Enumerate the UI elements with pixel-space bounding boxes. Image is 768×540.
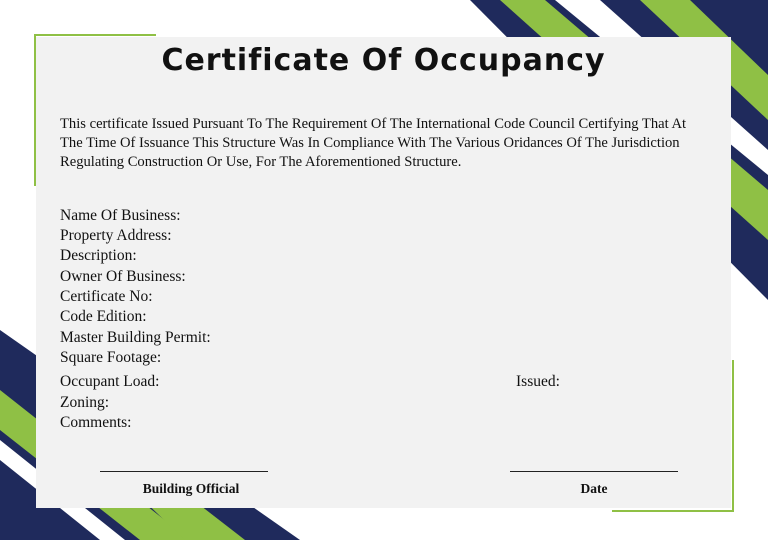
certificate-intro-text: This certificate Issued Pursuant To The Requirement Of The International Code Council Certifying That At The Time Of Issuance This Structure Was In Compliance With The Various Oridances Of The Jurisdiction Regulating Construction Or Use, For The Aforementioned Structure. [60, 116, 687, 170]
field-master-building-permit: Master Building Permit: [60, 329, 211, 346]
building-official-label: Building Official [142, 481, 240, 496]
date-label: Date [580, 481, 608, 496]
field-comments: Comments: [60, 414, 132, 431]
field-zoning: Zoning: [60, 394, 110, 411]
field-description: Description: [60, 247, 137, 264]
field-certificate-no: Certificate No: [60, 288, 153, 305]
field-occupant-load: Occupant Load: [60, 373, 160, 390]
field-name-of-business: Name Of Business: [60, 207, 181, 224]
field-code-edition: Code Edition: [60, 308, 147, 325]
certificate-title: Certificate Of Occupancy [161, 43, 606, 78]
building-official-signature-line [100, 471, 268, 472]
date-signature-line [510, 471, 678, 472]
field-issued: Issued: [516, 373, 560, 390]
field-property-address: Property Address: [60, 227, 172, 244]
field-owner-of-business: Owner Of Business: [60, 268, 186, 285]
field-square-footage: Square Footage: [60, 349, 162, 366]
certificate-card [36, 37, 731, 508]
